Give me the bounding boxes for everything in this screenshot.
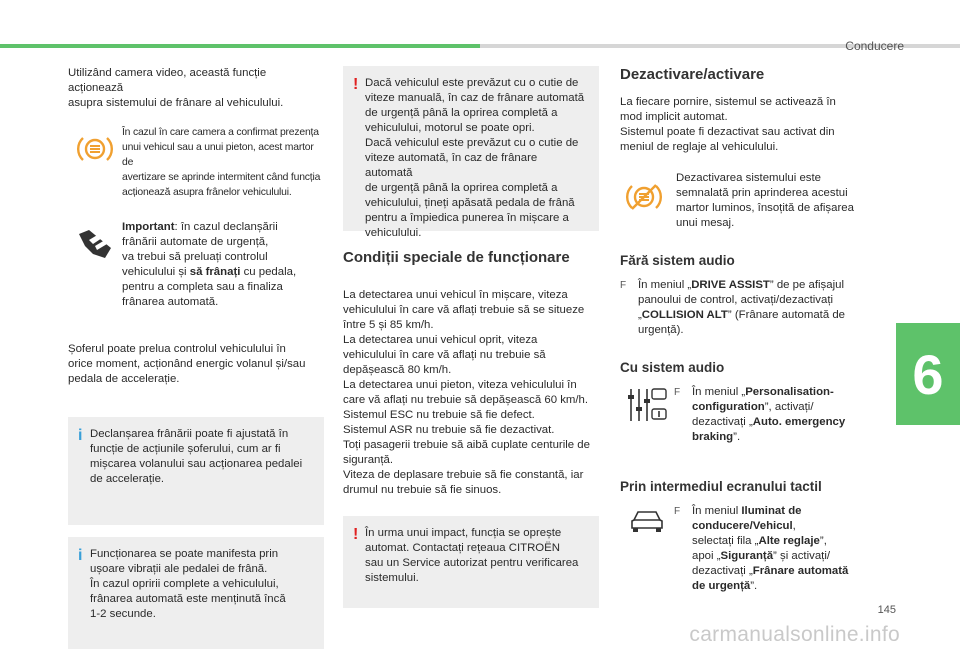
page-number: 145: [877, 604, 896, 616]
warning-box-2: [343, 516, 599, 608]
deactivation-heading: Dezactivare/activare: [620, 66, 765, 83]
warning-box-2-text: În urma unui impact, funcția se oprește automat. Contactați rețeaua CITROËN sau un Service autorizat pentru verificarea sistemului.: [365, 527, 579, 584]
safety-label: Siguranță: [720, 550, 774, 562]
touchscreen-text: [692, 504, 874, 594]
brake-warning-lamp-icon: [68, 125, 122, 165]
text-part: ” (Frânare automată de urgență).: [638, 309, 845, 336]
lighting-vehicle-menu-label: Iluminat de conducere/Vehicul: [692, 505, 802, 532]
important-text: [122, 220, 324, 310]
text-part: ” și activați/ dezactivați „: [692, 550, 831, 577]
deactivation-note-text: Dezactivarea sistemului este semnalată prin aprinderea acestui martor luminos, însoțită de afișarea unui mesaj.: [676, 172, 854, 229]
info-icon: i: [78, 427, 83, 444]
column-2: [343, 66, 599, 608]
chapter-tab: 6: [896, 323, 960, 425]
audio-heading: Cu sistem audio: [620, 360, 725, 375]
important-text-c: cu pedala, pentru a completa sau a finaliza frânarea automată.: [122, 266, 297, 308]
text-part: ”, apoi „: [692, 535, 827, 562]
warning-icon: !: [353, 526, 359, 543]
warning-icon: !: [353, 76, 359, 93]
audio-instruction-row: [620, 385, 874, 445]
conditions-paragraph: La detectarea unui vehicul în mișcare, viteza vehiculului în care vă aflați trebuie să se situeze între 5 și 85 km/h. La detectarea unui vehicul oprit, viteza vehiculului în care vă aflați nu trebuie să depășească 80 km/h. La detectarea unui pieton, viteza vehiculului în care vă aflați nu trebuie să depășească 60 km/h. Sistemul ESC nu trebuie să fie defect. Sistemul ASR nu trebuie să fie dezactivat. Toți pasagerii trebuie să aibă cuplate centurile de siguranță. Viteza de deplasare trebuie să fie constantă, iar drumul nu trebuie să fie sinuos.: [343, 289, 590, 496]
drive-assist-menu-label: DRIVE ASSIST: [691, 279, 770, 291]
auto-emergency-braking-label: Auto. emergency braking: [692, 416, 846, 443]
car-icon: [620, 504, 674, 534]
important-label: Important: [122, 221, 175, 233]
automatic-emergency-braking-label: Frânare automată de urgență: [692, 565, 849, 592]
text-part: În meniul „: [638, 279, 692, 291]
touchscreen-instruction: [674, 504, 874, 594]
no-audio-heading: Fără sistem audio: [620, 253, 735, 268]
warning-box-1-text: Dacă vehiculul este prevăzut cu o cutie de viteze manuală, în caz de frânare automată de urgență până la oprirea completă a vehiculului, motorul se poate opri. Dacă vehiculul este prevăzut cu o cutie de viteze automată, în caz de frânare automată de urgență până la oprirea completă a vehiculului, țineți apăsată pedala de frână pentru a împiedica punerea în mișcare a vehiculului.: [365, 77, 585, 239]
audio-text: [692, 385, 874, 445]
watermark: carmanualsonline.info: [689, 623, 900, 646]
lamp-note-text: În cazul în care camera a confirmat prezența unui vehicul sau a unui pieton, acest martor de avertizare se aprinde intermitent când funcția acționează asupra frânelor vehiculului.: [122, 127, 321, 198]
deactivation-intro: La fiecare pornire, sistemul se activează în mod implicit automat. Sistemul poate fi dezactivat sau activat din meniul de reglaje al vehiculului.: [620, 96, 836, 153]
info-box-2-text: Funcționarea se poate manifesta prin ușoare vibrații ale pedalei de frână. În cazul opririi complete a vehiculului, frânarea automată este menținută încă 1-2 secunde.: [90, 548, 286, 620]
no-audio-text: [638, 278, 874, 338]
column-3: [620, 66, 874, 594]
personalisation-menu-label: Personalisation- configuration: [692, 386, 834, 413]
important-text-bold: să frânați: [189, 266, 241, 278]
text-part: ”, activați/ dezactivați „: [692, 401, 814, 428]
important-text-a: : în cazul declanșării frânării automate de urgență, va trebui să preluați controlul vehiculului și: [122, 221, 278, 278]
text-part: , selectați fila „: [692, 520, 796, 547]
lamp-note-row: [68, 125, 324, 200]
info-box-1: [68, 417, 324, 525]
audio-instruction: [674, 385, 874, 445]
hand-on-steering-wheel-icon: [68, 220, 122, 262]
info-icon: i: [78, 547, 83, 564]
important-row: [68, 220, 324, 310]
header-accent-bar: [0, 44, 480, 48]
info-box-1-text: Declanșarea frânării poate fi ajustată în funcție de acțiunile șoferului, cum ar fi mișcarea volanului sau acționarea pedalei de accelerație.: [90, 428, 303, 485]
no-audio-instruction: [620, 278, 874, 338]
other-settings-tab-label: Alte reglaje: [758, 535, 820, 547]
special-conditions-heading: Condiții speciale de funcționare: [343, 249, 570, 266]
bullet-icon: F: [674, 387, 681, 398]
text-part: ”.: [733, 431, 741, 443]
text-part: ”.: [750, 580, 758, 592]
text-part: În meniul „: [692, 386, 746, 398]
column-1: [68, 66, 324, 649]
deactivation-note-row: [620, 171, 874, 231]
text-part: În meniul: [692, 505, 742, 517]
bullet-icon: F: [620, 280, 627, 291]
bullet-icon: F: [674, 506, 681, 517]
info-box-2: [68, 537, 324, 649]
warning-box-1: [343, 66, 599, 239]
touchscreen-heading: Prin intermediul ecranului tactil: [620, 479, 822, 494]
intro-paragraph: Utilizând camera video, această funcție acționează asupra sistemului de frânare al vehiculului.: [68, 67, 284, 109]
brake-system-off-lamp-icon: [620, 171, 668, 213]
touchscreen-instruction-row: [620, 504, 874, 594]
driver-control-paragraph: Șoferul poate prelua controlul vehiculului în orice moment, acționând energic volanul și/sau pedala de accelerație.: [68, 343, 306, 385]
text-part: ” de pe afișajul panoului de control, activați/dezactivați „: [638, 279, 844, 321]
settings-sliders-icon: [620, 385, 674, 425]
section-title: Conducere: [845, 39, 904, 53]
collision-alt-label: COLLISION ALT: [641, 309, 728, 321]
